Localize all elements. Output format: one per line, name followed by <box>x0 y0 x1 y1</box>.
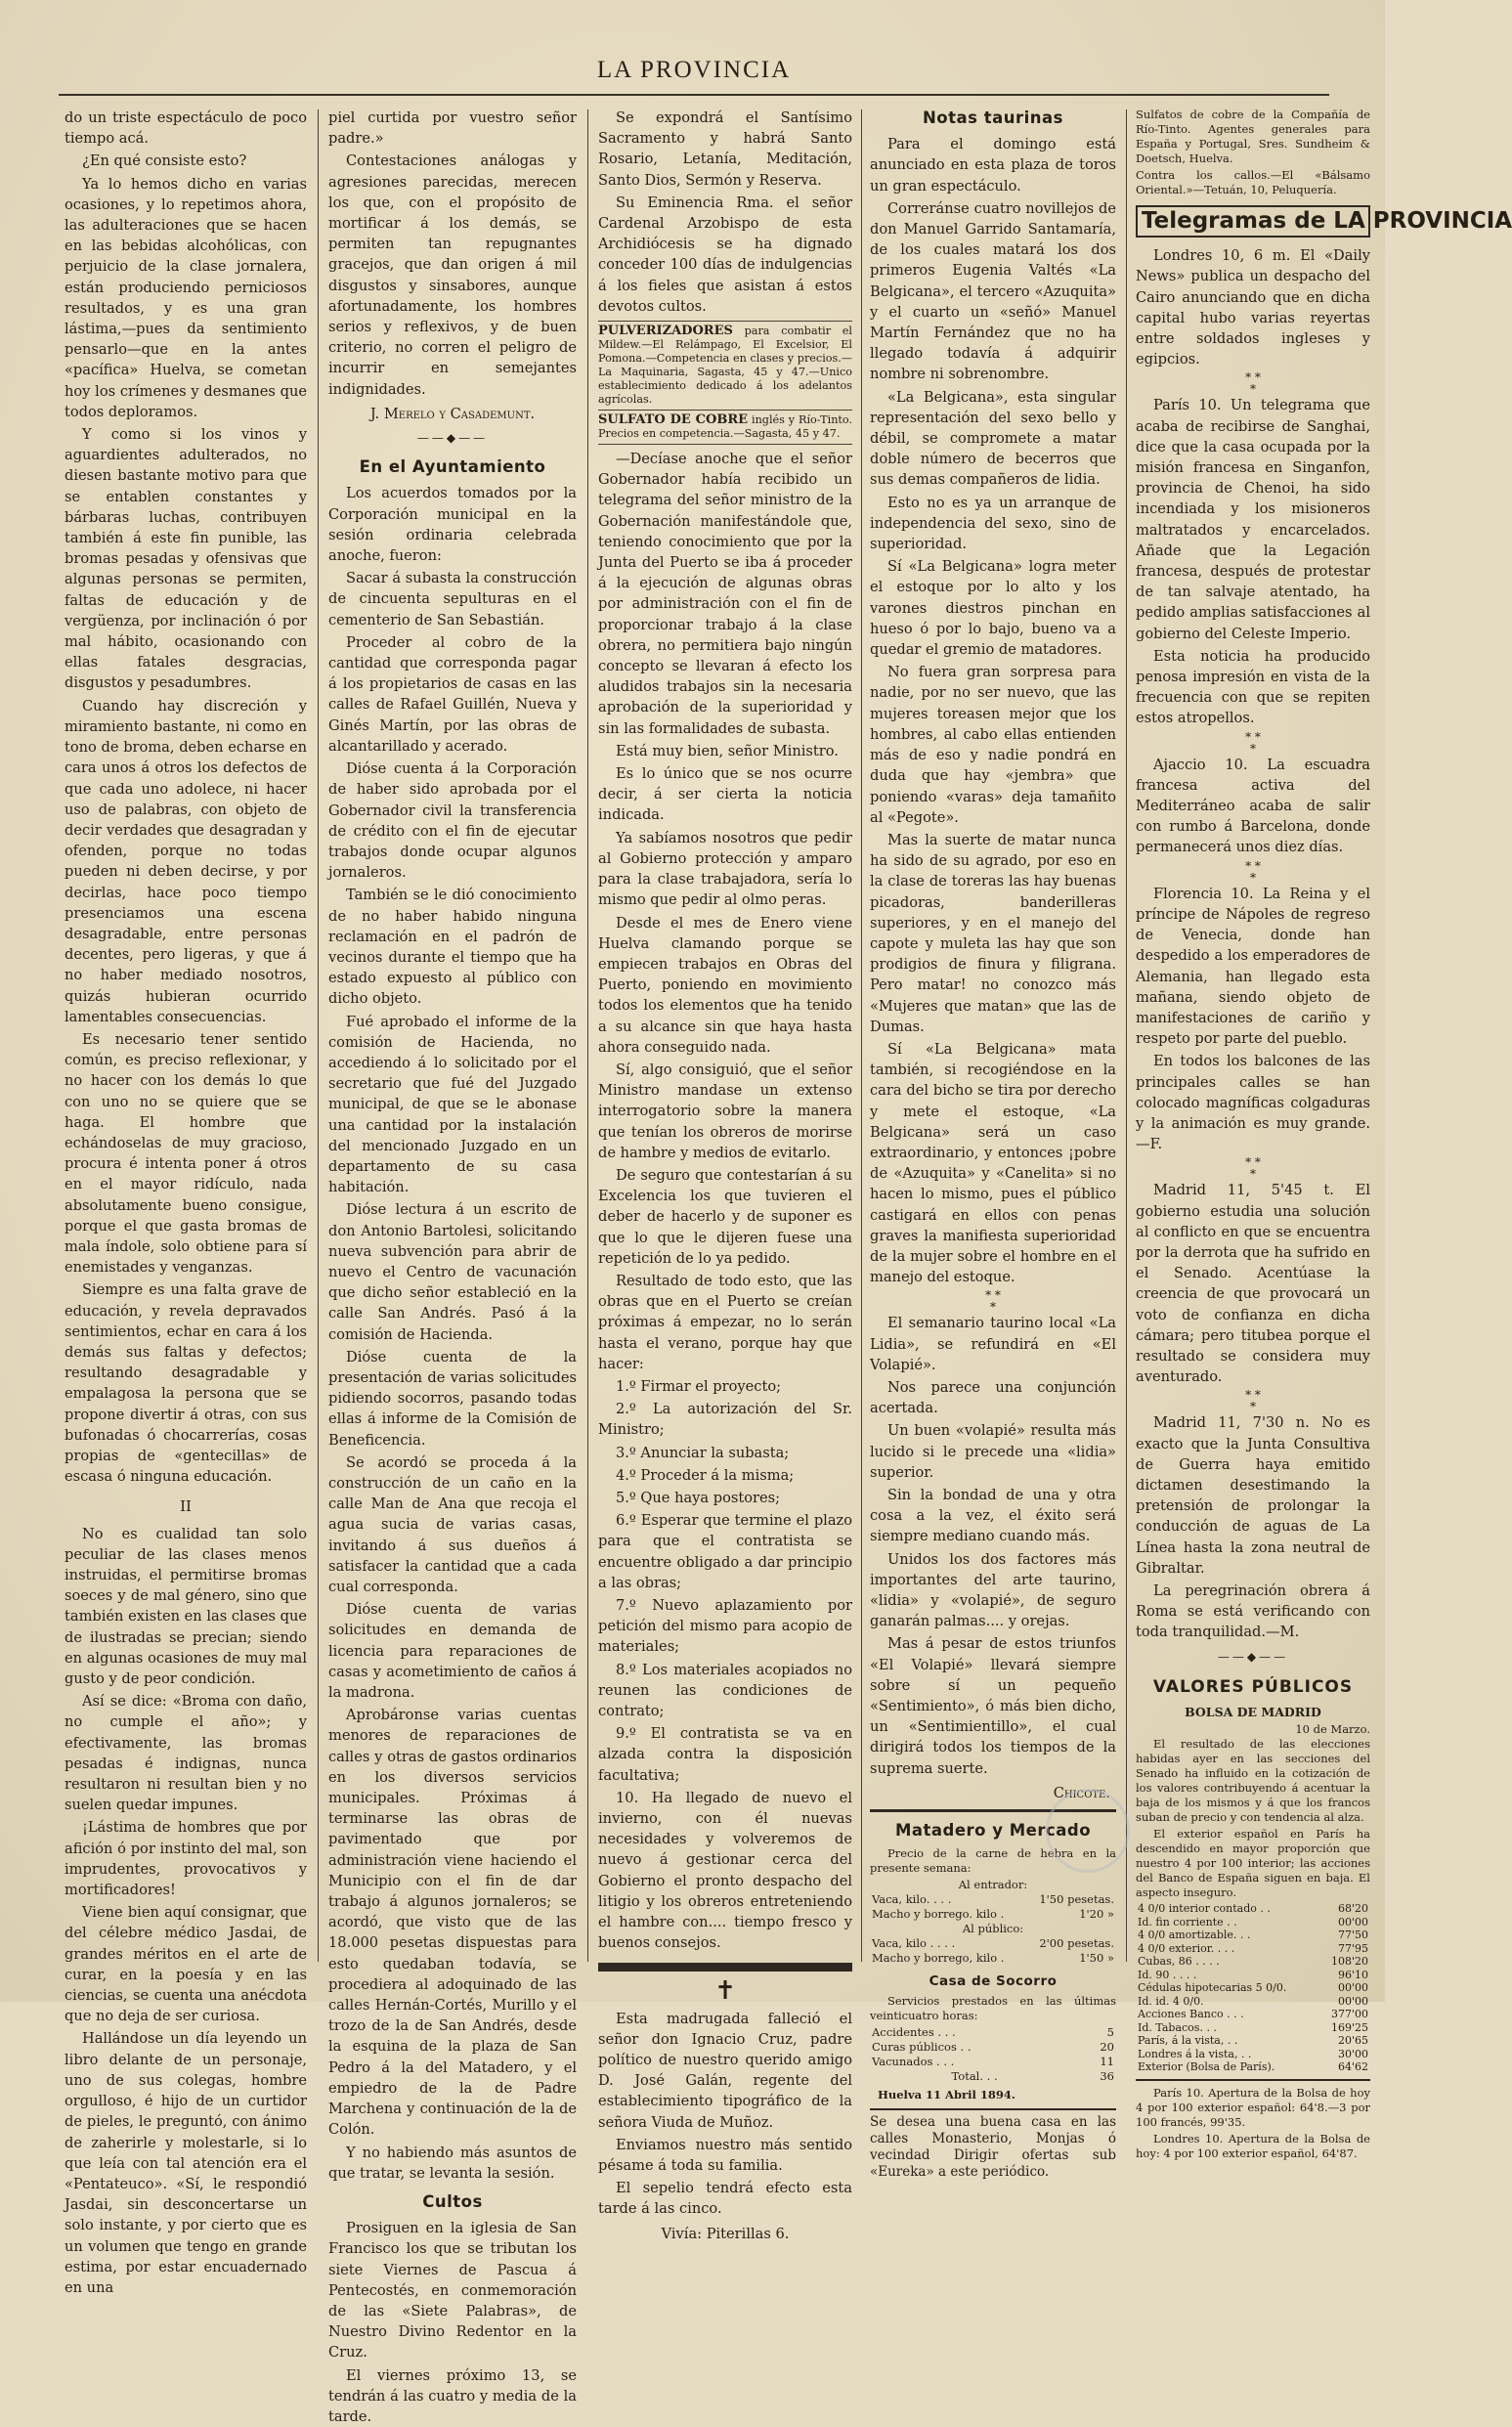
ornament-divider: ——◆—— <box>416 431 489 446</box>
asterism-divider: * * * <box>985 1288 1001 1315</box>
table-row <box>1136 1916 1370 1929</box>
ornament-divider: ——◆—— <box>1217 1649 1289 1664</box>
table-cell: Cubas, 86 . . . . <box>1138 1955 1220 1969</box>
paragraph: Londres 10. Apertura de la Bolsa de hoy: 4 por 100 exterior español, 64'87. <box>1136 2131 1370 2160</box>
section-title-socorro: Casa de Socorro <box>929 1973 1058 1990</box>
table-cell: 1'20 » <box>1079 1907 1114 1922</box>
paragraph: De seguro que contestarían á su Excelencia los que tuvieren el deber de hacerlo y de suponer es que lo que le dijeren fuese una repetición de lo ya pedido. <box>598 1166 852 1267</box>
table-row <box>1136 1981 1370 1995</box>
page-title: LA PROVINCIA <box>596 57 792 83</box>
paragraph: Servicios prestados en las últimas veinticuatro horas: <box>870 1994 1116 2023</box>
section-title-ayuntamiento: En el Ayuntamiento <box>359 457 546 477</box>
table-row <box>1136 1942 1370 1956</box>
section-title-taurinas: Notas taurinas <box>923 108 1063 127</box>
paragraph: Ajaccio 10. La escuadra francesa activa del Mediterráneo acaba de salir con rumbo á Barcelona, donde permanecerá unos diez días. <box>1136 756 1370 856</box>
obituary-address: Vivía: Piterillas 6. <box>661 2225 790 2242</box>
paragraph: Se acordó se proceda á la construcción de un caño en la calle Man de Ana que recoja el agua sucia de varias casas, invitando á sus dueños á satisfacer la cantidad que a cada cual corresponda. <box>328 1453 577 1596</box>
article-signature: J. Merelo y Casademunt. <box>369 405 536 422</box>
paragraph: Sin la bondad de una y otra cosa a la vez, el éxito será siempre mediano cuando más. <box>870 1487 1116 1545</box>
paragraph: Dióse cuenta á la Corporación de haber sido aprobada por el Gobernador civil la transferencia de crédito con el fin de ejecutar trabajos donde ocupar algunos jornaleros. <box>328 760 577 882</box>
paragraph: Y no habiendo más asuntos de que tratar, se levanta la sesión. <box>328 2144 577 2182</box>
table-row <box>1136 2021 1370 2035</box>
paragraph: Prosiguen en la iglesia de San Francisco los que se tributan los siete Viernes de Pascua á Pentecostés, en conmemoración de las «Siete Palabras», de Nuestro Divino Redentor en la Cruz. <box>328 2220 577 2362</box>
list-item: 3.º Anunciar la subasta; <box>616 1444 790 1461</box>
classified-ad: Se desea una buena casa en las calles Monasterio, Monjas ó vecindad Dirigir ofertas sub «Eureka» a este periódico. <box>870 2114 1116 2181</box>
subheading: Al entrador: <box>958 1878 1028 1892</box>
asterism-divider: * * * <box>1245 1155 1261 1182</box>
paragraph: Madrid 11, 7'30 n. No es exacto que la Junta Consultiva de Guerra haya emitido dictamen desestimando la pretensión de prolongar la conducción de aguas de La Línea hasta la zona neutral de Gibraltar. <box>1136 1414 1370 1577</box>
column-rule <box>1126 109 1127 1962</box>
paragraph: No es cualidad tan solo peculiar de las clases menos instruidas, el permitirse bromas soeces y de mal género, sino que también existen en las clases que de ilustradas se precian; siendo en algunas ocasiones de muy mal gusto y de peor condición. <box>65 1525 307 1688</box>
table-cell: 4 0/0 amortizable. . . <box>1138 1929 1251 1942</box>
list-item: 8.º Los materiales acopiados no reunen las condiciones de contrato; <box>598 1661 852 1720</box>
article-signature: Chicote. <box>1053 1784 1110 1801</box>
paragraph: No fuera gran sorpresa para nadie, por no ser nuevo, que las mujeres toreasen mejor que los hombres, al cabo ellas entienden más de eso y nadie pondrá en duda que hay «jembra» que poniendo «varas» deja tamañito al «Pegote». <box>870 664 1116 826</box>
paragraph: ¡Lástima de hombres que por afición ó por instinto del mal, son imprudentes, provocativos y mortificadores! <box>65 1819 307 1899</box>
table-cell: 64'62 <box>1337 2060 1368 2074</box>
paragraph: Mas á pesar de estos triunfos «El Volapié» llevará siempre sobre sí un pequeño «Sentimiento», ó más bien dicho, un «Sentimientillo», el cual dirigirá todos los tiempos de la suprema suerte. <box>870 1635 1116 1777</box>
paragraph: Así se dice: «Broma con daño, no cumple el año»; y efectivamente, las bromas pesadas é indignas, nunca resultaron ni resultan bien y no suelen quedar impunes. <box>65 1693 307 1814</box>
table-cell: Vacunados . . . <box>872 2055 955 2069</box>
paragraph: Ya lo hemos dicho en varias ocasiones, y lo repetimos ahora, las adulteraciones que se hacen en las bebidas alcohólicas, con perjuicio de la clase jornalera, están produciendo perniciosos resultados, y es una gran lástima,—pues da sentimiento pensarlo—que en la antes «pacífica» Huelva, se cometan hoy los crímenes y desmanes que todos deploramos. <box>65 175 307 420</box>
paragraph: Londres 10, 6 m. El «Daily News» publica un despacho del Cairo anunciando que en dicha capital hubo varias reyertas entre soldados ingleses y egipcios. <box>1136 247 1370 368</box>
table-cell: 4 0/0 exterior. . . . <box>1138 1941 1235 1955</box>
list-item: 2.º La autorización del Sr. Ministro; <box>598 1401 852 1439</box>
table-row <box>1136 2034 1370 2048</box>
paragraph: Mas la suerte de matar nunca ha sido de su agrado, por eso en la clase de toreras las hay buenas picadoras, banderilleras superiores, y en el manejo del capote y muleta las hay que son prodigios de finura y filigrana. Pero matar! no conozco más «Mujeres que matan» que las de Dumas. <box>870 831 1116 1035</box>
table-row <box>870 1892 1116 1907</box>
paragraph: Es lo único que se nos ocurre decir, á ser cierta la noticia indicada. <box>598 765 852 824</box>
paragraph: Proceder al cobro de la cantidad que corresponda pagar á los propietarios de casas en las calles de Rafael Guillén, Nueva y Ginés Martín, por las obras de alcantarillado y acerado. <box>328 633 577 755</box>
table-row <box>870 2040 1116 2055</box>
list-item: 4.º Proceder á la misma; <box>616 1466 795 1484</box>
ad-text: para combatir el Mildew.—El Relámpago, El Excelsior, El Pomona.—Competencia en clases y precios.—La Maquinaria, Sagasta, 45 y 47.—Unico establecimiento dedicado á los adelantos agrícolas. <box>598 325 852 407</box>
column-3 <box>598 108 853 2242</box>
section-title-cultos: Cultos <box>422 2191 483 2211</box>
stocks-table <box>1136 1902 1370 2074</box>
paragraph: Se expondrá el Santísimo Sacramento y habrá Santo Rosario, Letanía, Meditación, Santo Dios, Sermón y Reserva. <box>598 109 852 189</box>
library-stamp <box>1046 1789 1130 1873</box>
paragraph: Está muy bien, señor Ministro. <box>616 742 839 759</box>
paragraph: Su Eminencia Rma. el señor Cardenal Arzobispo de esta Archidiócesis se ha dignado conceder 100 días de indulgencias á los fieles que asistan á estos devotos cultos. <box>598 194 852 315</box>
section-title-matadero: Matadero y Mercado <box>894 1821 1092 1841</box>
divider-bar <box>598 1963 852 1972</box>
table-cell: Exterior (Bolsa de París). <box>1138 2060 1275 2074</box>
list-item: 7.º Nuevo aplazamiento por petición del mismo para acopio de materiales; <box>598 1597 852 1656</box>
table-row <box>1136 1955 1370 1969</box>
table-cell: París, á la vista, . . <box>1138 2034 1238 2048</box>
paragraph: París 10. Apertura de la Bolsa de hoy 4 por 100 exterior español: 64'8.—3 por 100 francés, 99'35. <box>1136 2085 1370 2129</box>
cross-icon: ✝ <box>714 1976 736 2007</box>
asterism-divider: * * * <box>1245 729 1261 756</box>
table-row <box>870 1951 1116 1966</box>
table-cell: 1'50 pesetas. <box>1039 1892 1114 1907</box>
paragraph: Contestaciones análogas y agresiones parecidas, merecen los que, con el propósito de mortificar á los demás, se permiten tan repugnantes gracejos, que dan origen á mil disgustos y sinsabores, aunque afortunadamente, los hombres serios y reflexivos, y de buen criterio, no corren el peligro de incurrir en semejantes indignidades. <box>328 152 577 398</box>
asterism-divider: * * * <box>1245 1388 1261 1414</box>
table-cell: 68'20 <box>1337 1902 1368 1916</box>
paragraph: París 10. Un telegrama que acaba de recibirse de Sanghai, dice que la casa ocupada por la misión francesa en Singanfon, provincia de Chenoi, ha sido incendiada y los misioneros maltratados y encarcelados. Añade que la Legación francesa, después de protestar de tan salvaje atentado, ha pedido amplias satisfacciones al gobierno del Celeste Imperio. <box>1136 397 1370 642</box>
paragraph: En todos los balcones de las principales calles se han colocado magníficas colgaduras y la animación es muy grande.—F. <box>1136 1053 1370 1153</box>
paragraph: Nos parece una conjunción acertada. <box>870 1378 1116 1417</box>
table-cell: Id. 90 . . . . <box>1138 1968 1197 1981</box>
table-row <box>1136 1969 1370 1982</box>
paragraph: El resultado de las elecciones habidas ayer en las secciones del Senado ha influido en la cotización de los valores contribuyendo á acentuar la baja de los mismos y á que los francos suban de precio y con tendencia al alza. <box>1136 1737 1370 1825</box>
table-cell: Acciones Banco . . . <box>1138 2008 1244 2021</box>
table-cell: 20 <box>1100 2040 1114 2055</box>
paragraph: Sacar á subasta la construcción de cincuenta sepulturas en el cementerio de San Sebastián. <box>328 570 577 628</box>
paragraph: El sepelio tendrá efecto esta tarde á las cinco. <box>598 2180 852 2218</box>
table-cell: 1'50 » <box>1079 1951 1114 1966</box>
advertisement-pulverizadores <box>598 321 852 411</box>
paragraph: También se le dió conocimiento de no haber habido ninguna reclamación en el padrón de vecinos durante el tiempo que ha estado expuesto al público con dicho objeto. <box>328 887 577 1008</box>
price-table <box>870 1936 1116 1966</box>
table-cell: 00'00 <box>1337 1915 1368 1929</box>
paragraph: Florencia 10. La Reina y el príncipe de Nápoles de regreso de Venecia, donde han despedido a los emperadores de Alemania, han llegado esta mañana, siendo objeto de manifestaciones de cariño y respeto por parte del pueblo. <box>1136 885 1370 1048</box>
masthead <box>59 53 1329 96</box>
table-row <box>870 2069 1116 2084</box>
paragraph: —Decíase anoche que el señor Gobernador había recibido un telegrama del señor ministro de la Gobernación manifestándole que, teniendo conocimiento que por la Junta del Puerto se iba á proceder á la ejecución de algunas obras por administración con el fin de proporcionar trabajo á la clase obrera, no permitiera bajo ningún concepto se llevaran á efecto los aludidos trabajos sin la necesaria aprobación de la superioridad y sin las formalidades de subasta. <box>598 451 852 737</box>
divider-bar <box>870 2108 1116 2110</box>
table-row <box>1136 2008 1370 2021</box>
table-cell: 377'00 <box>1330 2008 1368 2021</box>
list-item: 1.º Firmar el proyecto; <box>616 1377 782 1395</box>
paragraph: Y como si los vinos y aguardientes adulterados, no diesen bastante motivo para que se entablen constantes y bárbaras luchas, contribuyen también á este fin punible, las bromas pesadas y ofensivas que algunas personas se permiten, faltas de educación y de vergüenza, por inclinación ó por mal hábito, ocasionando con ellas fatales desgracias, disgustos y pesadumbres. <box>65 426 307 692</box>
table-cell: 11 <box>1100 2055 1114 2069</box>
table-row <box>1136 1929 1370 1942</box>
column-4 <box>870 108 1116 2181</box>
table-row <box>1136 1902 1370 1916</box>
paragraph: Ya sabíamos nosotros que pedir al Gobierno protección y amparo para la clase trabajadora, sería lo mismo que pedir al olmo peras. <box>598 829 852 909</box>
paragraph: Dióse lectura á un escrito de don Antonio Bartolesi, solicitando nueva subvención para abrir de nuevo el Centro de vacunación que dicho señor estableció en la calle San Andrés. Pasó á la comisión de Hacienda. <box>328 1201 577 1343</box>
paragraph: Unidos los dos factores más importantes del arte taurino, «lidia» y «volapié», de seguro ganarán palmas.... y orejas. <box>870 1550 1116 1630</box>
paragraph: Un buen «volapié» resulta más lucido si le precede una «lidia» superior. <box>870 1422 1116 1481</box>
paragraph: ¿En qué consiste esto? <box>82 152 247 170</box>
list-item: 10. Ha llegado de nuevo el invierno, con él nuevas necesidades y volveremos de nuevo á gestionar cerca del Gobierno el pronto despacho del litigio y los obreros entreteniendo el hambre con.... tiempo fresco y buenos consejos. <box>598 1789 852 1952</box>
table-cell: Macho y borrego. kilo . <box>872 1907 1005 1922</box>
table-cell: 169'25 <box>1330 2020 1368 2034</box>
paragraph: Sí, algo consiguió, que el señor Ministro mandase un extenso interrogatorio sobre la manera que tenían los obreros de morirse de hambre y medios de evitarlo. <box>598 1061 852 1161</box>
divider-bar <box>1136 2079 1370 2081</box>
table-cell: Id. Tabacos. . . <box>1138 2020 1217 2034</box>
paragraph: Los acuerdos tomados por la Corporación municipal en la sesión ordinaria celebrada anoche, fueron: <box>328 485 577 565</box>
ad-lead: PULVERIZADORES <box>598 324 733 339</box>
bolsa-date: 10 de Marzo. <box>1295 1722 1370 1737</box>
paragraph: «La Belgicana», esta singular representación del sexo bello y débil, se compromete a matar doble número de becerros que sus demas compañeros de lidia. <box>870 388 1116 489</box>
paragraph: Hallándose un día leyendo un libro delante de un personaje, uno de sus colegas, hombre orgulloso, é hijo de un curtidor de pieles, le preguntó, con ánimo de zaherirle y molestarle, si lo que leía con tal atención era el «Pentateuco». «Sí, le respondió Jasdai, sin desconcertarse un solo instante, y por cierto que es un volumen que tengo en grande estima, por estar encuadernado en una <box>65 2030 307 2296</box>
table-row <box>1136 1995 1370 2009</box>
section-title-valores: VALORES PÚBLICOS <box>1152 1676 1354 1697</box>
table-cell: 77'50 <box>1337 1929 1368 1942</box>
services-table <box>870 2025 1116 2084</box>
table-row <box>870 2055 1116 2069</box>
paragraph: Sí «La Belgicana» logra meter el estoque por lo alto y los varones diestros pinchan en hueso ó por lo bajo, bueno va a quedar el gremio de matadores. <box>870 558 1116 659</box>
table-cell: 00'00 <box>1337 1981 1368 1995</box>
table-row <box>870 2025 1116 2040</box>
paragraph: Dióse cuenta de la presentación de varias solicitudes pidiendo socorros, pasando todas ellas á informe de la Comisión de Beneficencia. <box>328 1348 577 1449</box>
table-cell: Id. fin corriente . . <box>1138 1915 1237 1929</box>
table-row <box>870 1936 1116 1951</box>
advertisement-sulfatos: Sulfatos de cobre de la Compañía de Río-Tinto. Agentes generales para España y Portugal, Sres. Sundheim & Doetsch, Huelva. <box>1136 108 1370 165</box>
column-rule <box>318 109 319 1962</box>
column-rule <box>587 109 588 1962</box>
subheading: Al público: <box>962 1922 1024 1936</box>
table-cell: Vaca, kilo . . . . <box>872 1936 956 1951</box>
paragraph: Fué aprobado el informe de la comisión de Hacienda, no accediendo á lo solicitado por el secretario que fué del Juzgado municipal, de que se le abonase una cantidad por la instalación del mencionado Juzgado en un departamento de su casa habitación. <box>328 1013 577 1196</box>
table-cell: 5 <box>1106 2025 1114 2040</box>
paragraph: El viernes próximo 13, se tendrán á las cuatro y media de la tarde. <box>328 2366 577 2425</box>
column-rule <box>861 109 862 1962</box>
table-row <box>870 1907 1116 1922</box>
price-table <box>870 1892 1116 1922</box>
paragraph: Enviamos nuestro más sentido pésame á toda su familia. <box>598 2136 852 2175</box>
paragraph: Es necesario tener sentido común, es preciso reflexionar, y no hacer con los demás lo que con uno no se quiere que se haga. El hombre que echándoselas de muy gracioso, procura é intenta poner á otros en el mayor ridículo, nada absolutamente bueno consigue, porque el que gasta bromas de mala índole, solo obtiene para sí enemistades y venganzas. <box>65 1030 307 1277</box>
table-row <box>1136 2060 1370 2074</box>
paragraph: Madrid 11, 5'45 t. El gobierno estudia una solución al conflicto en que se encuentra por la derrota que ha sufrido en el Senado. Acentúase la creencia de que provocará un voto de confianza en dicha cámara; pero titubea porque el resultado se considera muy aventurado. <box>1136 1182 1370 1386</box>
list-item: 5.º Que haya postores; <box>616 1489 781 1506</box>
asterism-divider: * * * <box>1245 858 1261 885</box>
table-cell: Vaca, kilo. . . . <box>872 1892 952 1907</box>
table-cell: 36 <box>1100 2069 1114 2084</box>
column-5 <box>1136 108 1512 2160</box>
paragraph: Esto no es ya un arranque de independencia del sexo, sino de superioridad. <box>870 494 1116 553</box>
table-cell: Id. id. 4 0/0. <box>1138 1994 1204 2008</box>
table-cell: 20'65 <box>1337 2034 1368 2048</box>
section-numeral: II <box>180 1497 192 1516</box>
table-cell: 00'00 <box>1337 1994 1368 2008</box>
table-cell: 30'00 <box>1337 2047 1368 2060</box>
paragraph: Aprobáronse varias cuentas menores de reparaciones de calles y otras de gastos ordinarios en los diversos servicios municipales. Próximas á terminarse las obras de pavimentado que por administración viene haciendo el Municipio con el fin de dar trabajo á algunos jornaleros; se acordó, que visto que de las 18.000 pesetas dispuestas para esto quedaban todavía, se procediera al adoquinado de las calles Hernán-Cortés, Murillo y el trozo de la de San Andrés, desde la esquina de la plaza de San Pedro á la del Matadero, y el empiedro de la de Padre Marchena y continuación de la de Colón. <box>328 1707 577 2139</box>
ad-lead: SULFATO DE COBRE <box>598 412 749 428</box>
table-cell: Londres á la vista, . . <box>1138 2047 1252 2060</box>
paragraph: do un triste espectáculo de poco tiempo acá. <box>65 109 307 148</box>
subheading-bolsa: BOLSA DE MADRID <box>1185 1705 1321 1719</box>
paragraph: Sí «La Belgicana» mata también, si recogiéndose en la cara del bicho se tira por derecho y mete el estoque, «La Belgicana» será un caso extraordinario, y entonces ¡pobre de «Azuquita» y «Canelita» si no hacen lo mismo, pues el público castigará en ellos con penas graves la manifiesta superioridad de la mujer sobre el hombre en el manejo del estoque. <box>870 1040 1116 1286</box>
column-2 <box>328 108 577 2425</box>
paragraph: Siempre es una falta grave de educación, y revela depravados sentimientos, echar en cara á los demás sus faltas y defectos; resultando desagradable y empalagosa la persona que se propone divertir á otras, con sus bufonadas ó chocarrerías, cosas propias de «gentecillas» de escasa ó ninguna educación. <box>65 1281 307 1486</box>
advertisement-sulfato <box>598 411 852 445</box>
paragraph: Desde el mes de Enero viene Huelva clamando porque se empiecen trabajos en Obras del Puerto, poniendo en movimiento todos los elementos que ha tenido a su alcance sin que haya hasta ahora conseguido nada. <box>598 914 852 1056</box>
table-cell: Curas públicos . . <box>872 2040 972 2055</box>
list-item: 9.º El contratista se va en alzada contra la disposición facultativa; <box>598 1725 852 1784</box>
paragraph: Esta madrugada falleció el señor don Ignacio Cruz, padre político de nuestro querido amigo D. José Galán, regente del establecimiento tipográfico de la señora Viuda de Muñoz. <box>598 2010 852 2131</box>
paragraph: Resultado de todo esto, que las obras que en el Puerto se creían próximas á empezar, no lo serán hasta el verano, porque hay que hacer: <box>598 1272 852 1372</box>
paragraph: Dióse cuenta de varias solicitudes en demanda de licencia para reparaciones de casas y acometimiento de caños á la madrona. <box>328 1601 577 1702</box>
paragraph: Para el domingo está anunciado en esta plaza de toros un gran espectáculo. <box>870 136 1116 195</box>
table-cell: 4 0/0 interior contado . . <box>1138 1902 1271 1916</box>
telegrams-title: Telegramas de LA PROVINCIA <box>1136 205 1370 238</box>
paragraph: La peregrinación obrera á Roma se está verificando con toda tranquilidad.—M. <box>1136 1582 1370 1641</box>
table-cell: 2'00 pesetas. <box>1039 1936 1114 1951</box>
paragraph: Correránse cuatro novillejos de don Manuel Garrido Santamaría, de los cuales matará los dos primeros Eugenia Valtés «La Belgicana», el tercero «Azuquita» y el cuarto un «señó» Manuel Martín Fernández que no ha llegado todavía á adquirir nombre ni sobrenombre. <box>870 199 1116 383</box>
paragraph: El semanario taurino local «La Lidia», se refundirá en «El Volapié». <box>870 1315 1116 1373</box>
paragraph: Viene bien aquí consignar, que del célebre médico Jasdai, de grandes méritos en el arte de curar, en la poesía y en las ciencias, se cuenta una anécdota que no deja de ser curiosa. <box>65 1904 307 2025</box>
asterism-divider: * * * <box>1245 370 1261 397</box>
table-cell: 96'10 <box>1337 1968 1368 1981</box>
table-row <box>1136 2048 1370 2061</box>
table-cell: 108'20 <box>1330 1955 1368 1969</box>
paragraph: piel curtida por vuestro señor padre.» <box>328 109 577 148</box>
paragraph: Precio de la carne de hebra en la presente semana: <box>870 1846 1116 1876</box>
table-cell: 77'95 <box>1337 1941 1368 1955</box>
table-cell: Accidentes . . . <box>872 2025 956 2040</box>
column-1 <box>65 108 307 2296</box>
ad-text: inglés y Río-Tinto. Precios en competencia.—Sagasta, 45 y 47. <box>598 413 853 441</box>
paragraph: Esta noticia ha producido penosa impresión en vista de la frecuencia con que se repiten estos atropellos. <box>1136 647 1370 727</box>
table-cell: Macho y borrego, kilo . <box>872 1951 1005 1966</box>
paragraph: El exterior español en París ha descendido en mayor proporción que nuestro 4 por 100 interior; las acciones del Banco de España siguen en baja. El aspecto inseguro. <box>1136 1827 1370 1900</box>
advertisement-callos: Contra los callos.—El «Bálsamo Oriental.»—Tetuán, 10, Peluquería. <box>1136 168 1370 196</box>
table-cell: Cédulas hipotecarias 5 0/0. <box>1138 1981 1287 1995</box>
list-item: 6.º Esperar que termine el plazo para que el contratista se encuentre obligado a dar principio a las obras; <box>598 1512 852 1591</box>
date-line: Huelva 11 Abril 1894. <box>878 2088 1015 2102</box>
table-cell: Total. . . <box>951 2069 998 2084</box>
paragraph: Cuando hay discreción y miramiento bastante, ni como en tono de broma, deben echarse en cara unos á otros los defectos de que cada uno adolece, ni hacer uso de palabras, con objeto de decir verdades que desagradan y ofenden, porque no todas pueden ni deben decirse, y por decirlas, hace poco tiempo presenciamos una escena desagradable, entre personas decentes, pero ligeras, y que á no haber mediado nosotros, quizás hubieran ocurrido lamentables consecuencias. <box>65 697 307 1025</box>
